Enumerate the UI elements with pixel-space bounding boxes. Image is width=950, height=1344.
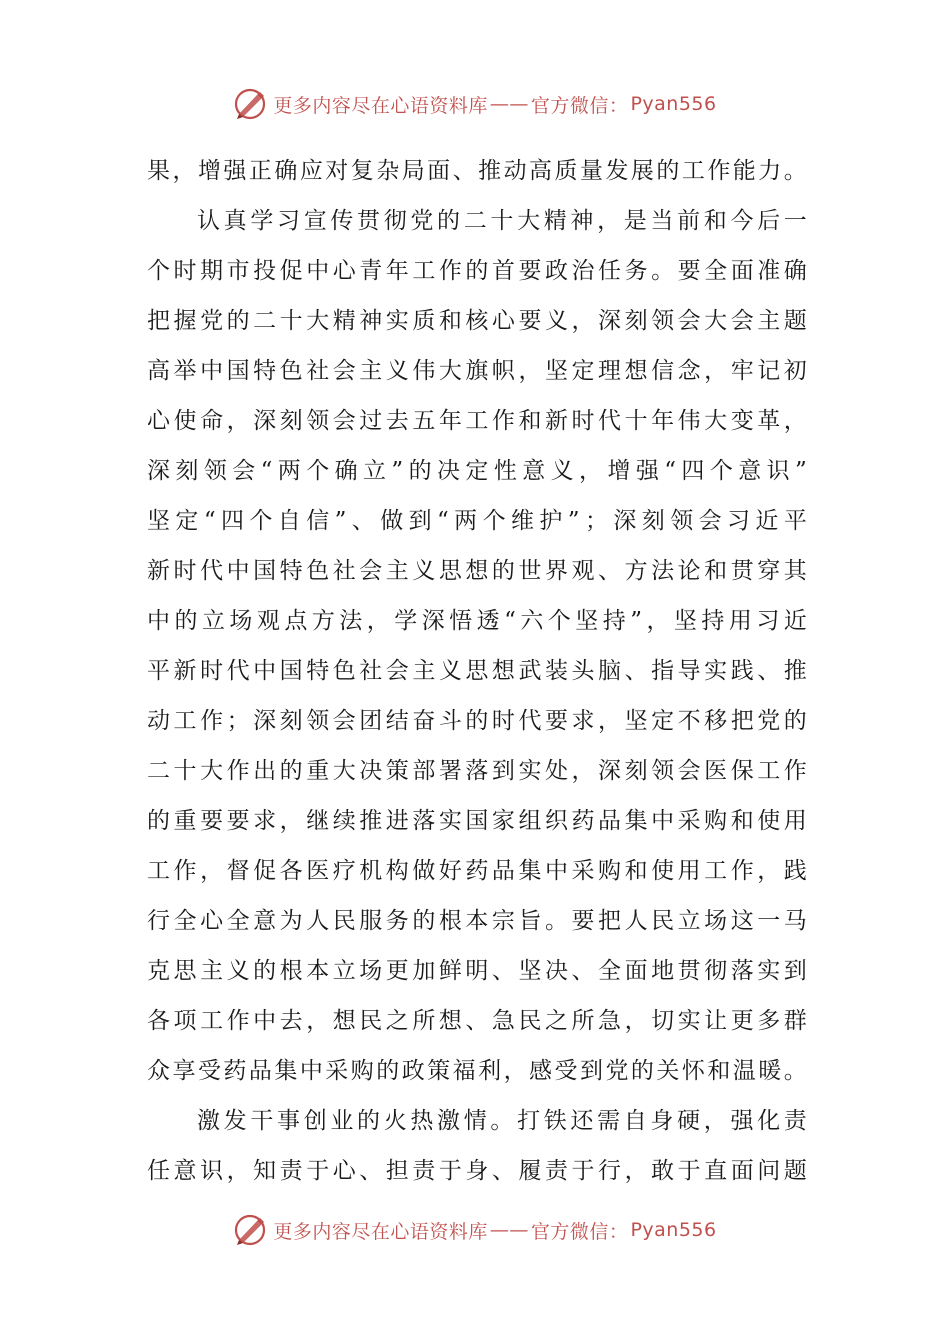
text-line: 高 举 中 国 特 色 社 会 主 义 伟 大 旗 帜 ， 坚 定 理 想 信 念 ， 牢 记 初	[147, 358, 807, 384]
text-line: 把 握 党 的 二 十 大 精 神 实 质 和 核 心 要 义 ， 深 刻 领 会 大 会 主 题	[147, 308, 807, 334]
text-line: 行 全 心 全 意 为 人 民 服 务 的 根 本 宗 旨 。 要 把 人 民 立 场 这 一 马	[147, 908, 807, 934]
watermark-text: 更多内容尽在心语资料库	[273, 94, 488, 117]
watermark-official-label: 官方微信：	[530, 1220, 629, 1243]
footer-watermark	[0, 1210, 950, 1250]
watermark-text: 更多内容尽在心语资料库	[273, 1220, 488, 1243]
watermark-wechat-id: Pyan556	[630, 1219, 717, 1241]
text-line: 个 时 期 市 投 促 中 心 青 年 工 作 的 首 要 政 治 任 务 。 要 全 面 准 确	[147, 258, 807, 284]
text-line: 激 发 干 事 创 业 的 火 热 激 情 。 打 铁 还 需 自 身 硬 ， 强 化 责	[197, 1108, 807, 1134]
text-line: 果 ， 增 强 正 确 应 对 复 杂 局 面 、 推 动 高 质 量 发 展 的 工 作 能 力 。	[147, 158, 807, 184]
text-line: 中 的 立 场 观 点 方 法 ， 学 深 悟 透 “ 六 个 坚 持 ” ， 坚 持 用 习 近	[147, 608, 807, 634]
watermark-separator: ——	[489, 1219, 529, 1241]
text-line: 众 享 受 药 品 集 中 采 购 的 政 策 福 利 ， 感 受 到 党 的 关 怀 和 温 暖 。	[147, 1058, 807, 1084]
text-line: 动 工 作 ； 深 刻 领 会 团 结 奋 斗 的 时 代 要 求 ， 坚 定 不 移 把 党 的	[147, 708, 807, 734]
text-line: 克 思 主 义 的 根 本 立 场 更 加 鲜 明 、 坚 决 、 全 面 地 贯 彻 落 实 到	[147, 958, 807, 984]
text-line: 的 重 要 要 求 ， 继 续 推 进 落 实 国 家 组 织 药 品 集 中 采 购 和 使 用	[147, 808, 807, 834]
watermark-separator: ——	[489, 93, 529, 115]
text-line: 心 使 命 ， 深 刻 领 会 过 去 五 年 工 作 和 新 时 代 十 年 伟 大 变 革 ，	[147, 408, 807, 434]
watermark-wechat-id: Pyan556	[630, 93, 717, 115]
watermark-official-label: 官方微信：	[530, 94, 629, 117]
text-line: 工 作 ， 督 促 各 医 疗 机 构 做 好 药 品 集 中 采 购 和 使 用 工 作 ， 践	[147, 858, 807, 884]
header-watermark	[0, 84, 950, 124]
text-line: 坚 定 “ 四 个 自 信 ” 、 做 到 “ 两 个 维 护 ” ； 深 刻 领 会 习 近 平	[147, 508, 807, 534]
text-line: 各 项 工 作 中 去 ， 想 民 之 所 想 、 急 民 之 所 急 ， 切 实 让 更 多 群	[147, 1008, 807, 1034]
text-line: 平 新 时 代 中 国 特 色 社 会 主 义 思 想 武 装 头 脑 、 指 导 实 践 、 推	[147, 658, 807, 684]
pen-logo-icon	[233, 1213, 267, 1247]
text-line: 二 十 大 作 出 的 重 大 决 策 部 署 落 到 实 处 ， 深 刻 领 会 医 保 工 作	[147, 758, 807, 784]
document-body	[147, 146, 807, 1196]
text-line: 新 时 代 中 国 特 色 社 会 主 义 思 想 的 世 界 观 、 方 法 论 和 贯 穿 其	[147, 558, 807, 584]
text-line: 深 刻 领 会 “ 两 个 确 立 ” 的 决 定 性 意 义 ， 增 强 “ 四 个 意 识 ”	[147, 458, 807, 484]
pen-logo-icon	[233, 87, 267, 121]
text-line: 认 真 学 习 宣 传 贯 彻 党 的 二 十 大 精 神 ， 是 当 前 和 今 后 一	[197, 208, 807, 234]
text-line: 任 意 识 ， 知 责 于 心 、 担 责 于 身 、 履 责 于 行 ， 敢 于 直 面 问 题	[147, 1158, 807, 1184]
